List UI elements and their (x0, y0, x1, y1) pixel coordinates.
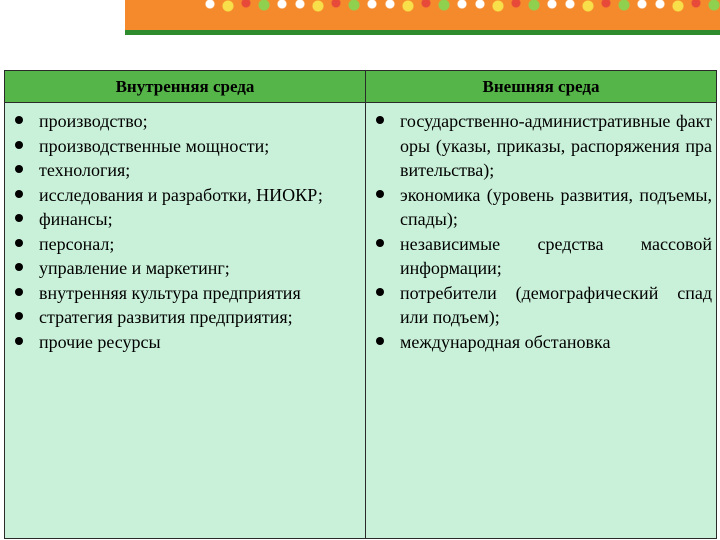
list-item: исследования и разработки, НИОКР; (13, 183, 362, 208)
list-item: финансы; (13, 207, 362, 232)
internal-factors-list (13, 109, 362, 354)
list-item: международная обстановка (374, 330, 712, 355)
list-item: персонал; (13, 232, 362, 257)
list-item: внутренняя культура предприятия (13, 281, 362, 306)
list-item: прочие ресурсы (13, 330, 362, 355)
list-item: потребители (демографический спад или подъем); (374, 281, 712, 330)
external-factors-list (374, 109, 712, 354)
list-item: стратегия развития предприятия; (13, 305, 362, 330)
list-item: экономика (уровень развития, подъемы, спады); (374, 183, 712, 232)
list-item: управление и маркетинг; (13, 256, 362, 281)
list-item: производство; (13, 109, 362, 134)
external-environment-cell (366, 103, 716, 538)
header-banner-stripe (125, 30, 720, 35)
list-item: государственно-административные факторы (указы, приказы, распоряжения правительства); (374, 109, 712, 183)
flower-decoration (200, 0, 720, 12)
header-external-environment: Внешняя среда (366, 71, 716, 103)
environment-table (4, 70, 717, 539)
internal-environment-cell (5, 103, 366, 538)
header-internal-environment: Внутренняя среда (5, 71, 366, 103)
list-item: независимые средства массовой информации; (374, 232, 712, 281)
list-item: производственные мощности; (13, 134, 362, 159)
list-item: технология; (13, 158, 362, 183)
